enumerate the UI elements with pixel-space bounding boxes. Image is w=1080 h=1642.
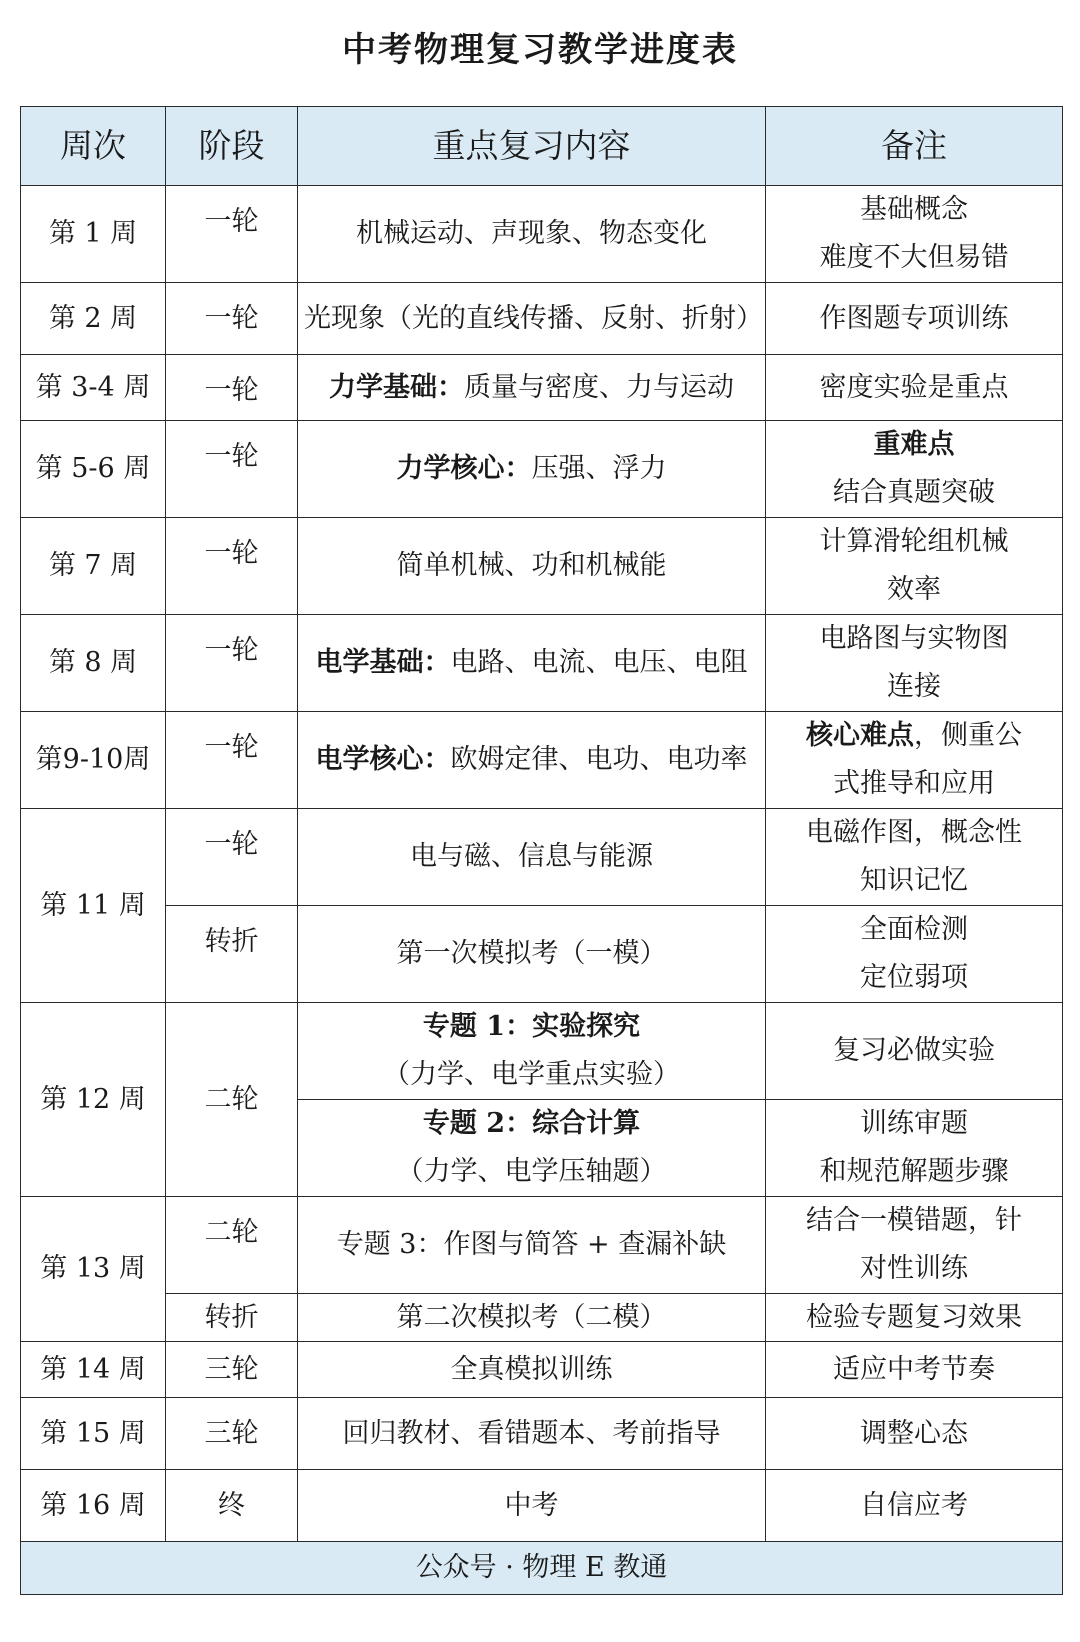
stage-cell: 三轮 [166,1398,298,1470]
note-cell [766,518,1063,615]
note-cell: 复习必做实验 [766,1003,1063,1100]
note-line: 全面检测 [860,914,968,945]
content-topic: 电学核心： [315,744,451,775]
note-cell [766,712,1063,809]
table-row [21,518,1063,615]
note-line: 知识记忆 [860,865,968,896]
table-row [21,1342,1063,1398]
note-line: 电路图与实物图 [819,623,1009,654]
note-cell [766,421,1063,518]
note-cell [766,1100,1063,1197]
note-emphasis: 核心难点 [806,720,914,751]
content-detail: 压强、浮力 [531,453,667,484]
week-cell: 第 8 周 [21,615,166,712]
week-cell: 第 13 周 [21,1197,166,1342]
stage-cell: 三轮 [166,1342,298,1398]
content-detail: 质量与密度、力与运动 [464,371,734,403]
content-cell: 第一次模拟考（一模） [298,906,766,1003]
header-stage: 阶段 [166,107,298,186]
schedule-table [20,106,1063,1595]
week-cell: 第 1 周 [21,186,166,283]
note-line: 结合一模错题，针 [806,1205,1022,1236]
table-row [21,355,1063,421]
week-cell: 第 3-4 周 [21,355,166,421]
content-cell [298,615,766,712]
content-topic: 力学核心： [396,453,532,484]
content-cell: 光现象（光的直线传播、反射、折射） [298,283,766,355]
content-cell [298,355,766,421]
content-cell: 回归教材、看错题本、考前指导 [298,1398,766,1470]
table-row [21,1197,1063,1294]
stage-cell: 二轮 [166,1197,298,1294]
content-cell: 机械运动、声现象、物态变化 [298,186,766,283]
note-cell [766,1197,1063,1294]
note-detail: ，侧重公 [914,720,1022,751]
note-cell [766,906,1063,1003]
note-cell [766,615,1063,712]
note-line: 电磁作图，概念性 [806,817,1022,848]
week-cell: 第 5-6 周 [21,421,166,518]
stage-cell: 一轮 [166,809,298,906]
content-cell [298,1003,766,1100]
content-cell: 专题 3：作图与简答 + 查漏补缺 [298,1197,766,1294]
header-row [21,107,1063,186]
week-cell: 第 14 周 [21,1342,166,1398]
note-line: 对性训练 [860,1253,968,1284]
stage-cell: 一轮 [166,518,298,615]
content-cell: 简单机械、功和机械能 [298,518,766,615]
table-row [21,615,1063,712]
content-detail: 电路、电流、电压、电阻 [450,647,748,678]
content-cell: 第二次模拟考（二模） [298,1294,766,1342]
table-row [21,906,1063,1003]
content-cell: 电与磁、信息与能源 [298,809,766,906]
stage-cell: 终 [166,1470,298,1542]
table-row [21,421,1063,518]
note-line: 结合真题突破 [833,477,995,508]
content-cell [298,421,766,518]
content-topic: 力学基础： [329,371,464,403]
table-row [21,283,1063,355]
header-notes: 备注 [766,107,1063,186]
week-cell: 第 2 周 [21,283,166,355]
note-line: 定位弱项 [860,962,968,993]
note-line: 基础概念 [860,194,968,225]
note-cell: 检验专题复习效果 [766,1294,1063,1342]
content-detail: （力学、电学压轴题） [396,1156,667,1187]
content-cell [298,1100,766,1197]
note-line: 和规范解题步骤 [819,1156,1009,1187]
stage-cell: 一轮 [166,186,298,283]
stage-cell: 一轮 [166,355,298,421]
page-title: 中考物理复习教学进度表 [342,30,738,70]
week-cell: 第 15 周 [21,1398,166,1470]
footer-credit: 公众号 · 物理 E 教通 [21,1542,1063,1595]
content-topic: 电学基础： [315,647,451,678]
week-cell: 第 16 周 [21,1470,166,1542]
note-cell: 适应中考节奏 [766,1342,1063,1398]
stage-cell: 二轮 [166,1003,298,1197]
table-row [21,1398,1063,1470]
content-topic: 专题 2：综合计算 [422,1108,641,1139]
stage-cell: 转折 [166,906,298,1003]
stage-cell: 一轮 [166,712,298,809]
note-cell: 密度实验是重点 [766,355,1063,421]
stage-cell: 转折 [166,1294,298,1342]
note-line: 训练审题 [860,1108,968,1139]
note-cell: 自信应考 [766,1470,1063,1542]
content-cell: 中考 [298,1470,766,1542]
header-week: 周次 [21,107,166,186]
note-cell [766,809,1063,906]
week-cell: 第 12 周 [21,1003,166,1197]
content-topic: 专题 1：实验探究 [422,1011,641,1042]
content-detail: （力学、电学重点实验） [383,1059,680,1090]
content-cell: 全真模拟训练 [298,1342,766,1398]
stage-cell: 一轮 [166,283,298,355]
table-row [21,809,1063,906]
note-cell: 作图题专项训练 [766,283,1063,355]
note-cell: 调整心态 [766,1398,1063,1470]
note-line: 效率 [887,574,941,605]
stage-cell: 一轮 [166,421,298,518]
table-row [21,186,1063,283]
note-line: 难度不大但易错 [819,242,1009,273]
table-row [21,1003,1063,1100]
note-cell [766,186,1063,283]
table-row [21,1294,1063,1342]
footer-row [21,1542,1063,1595]
note-emphasis: 重难点 [873,429,955,460]
header-content: 重点复习内容 [298,107,766,186]
note-line: 连接 [887,671,941,702]
note-line: 计算滑轮组机械 [819,526,1009,557]
week-cell: 第 7 周 [21,518,166,615]
content-cell [298,712,766,809]
note-line: 式推导和应用 [833,768,995,799]
content-detail: 欧姆定律、电功、电功率 [450,744,748,775]
table-row [21,1470,1063,1542]
week-cell: 第9-10周 [21,712,166,809]
week-cell: 第 11 周 [21,809,166,1003]
stage-cell: 一轮 [166,615,298,712]
table-row [21,712,1063,809]
